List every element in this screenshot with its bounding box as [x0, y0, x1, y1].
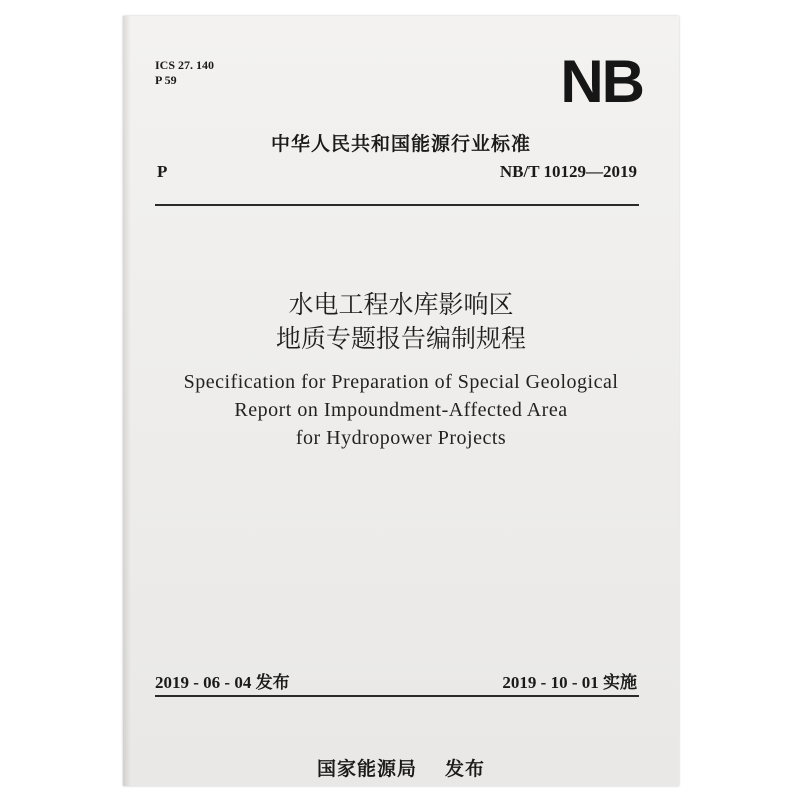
implementation-date-block [502, 668, 637, 693]
book-cover [123, 16, 679, 786]
publisher-name: 国家能源局 [316, 758, 417, 780]
english-title [123, 368, 679, 452]
publisher-block [123, 754, 679, 781]
issue-date: 2019 - 06 - 04 [155, 673, 252, 692]
implementation-label: 实施 [603, 673, 637, 693]
chinese-title [123, 288, 679, 356]
issue-label: 发布 [255, 673, 290, 693]
standard-number: NB/T 10129—2019 [499, 162, 637, 181]
chinese-title-line-2: 地质专题报告编制规程 [275, 324, 526, 353]
english-title-line-2: Report on Impoundment-Affected Area [234, 399, 568, 421]
issue-date-block [155, 668, 290, 693]
chinese-title-line-1: 水电工程水库影响区 [288, 290, 514, 319]
english-title-line-1: Specification for Preparation of Special Geological [183, 371, 619, 393]
publisher-label: 发布 [445, 758, 486, 780]
classification-code: P [157, 162, 168, 181]
ccs-code: P 59 [155, 73, 177, 87]
implementation-date: 2019 - 10 - 01 [502, 673, 599, 692]
standard-title: 中华人民共和国能源行业标准 [270, 133, 531, 155]
ics-block [155, 58, 214, 88]
ics-code: ICS 27. 140 [155, 58, 215, 72]
bottom-divider [155, 695, 639, 697]
nb-logo: NB [560, 48, 643, 115]
english-title-line-3: for Hydropower Projects [295, 427, 507, 449]
top-divider [155, 204, 639, 206]
